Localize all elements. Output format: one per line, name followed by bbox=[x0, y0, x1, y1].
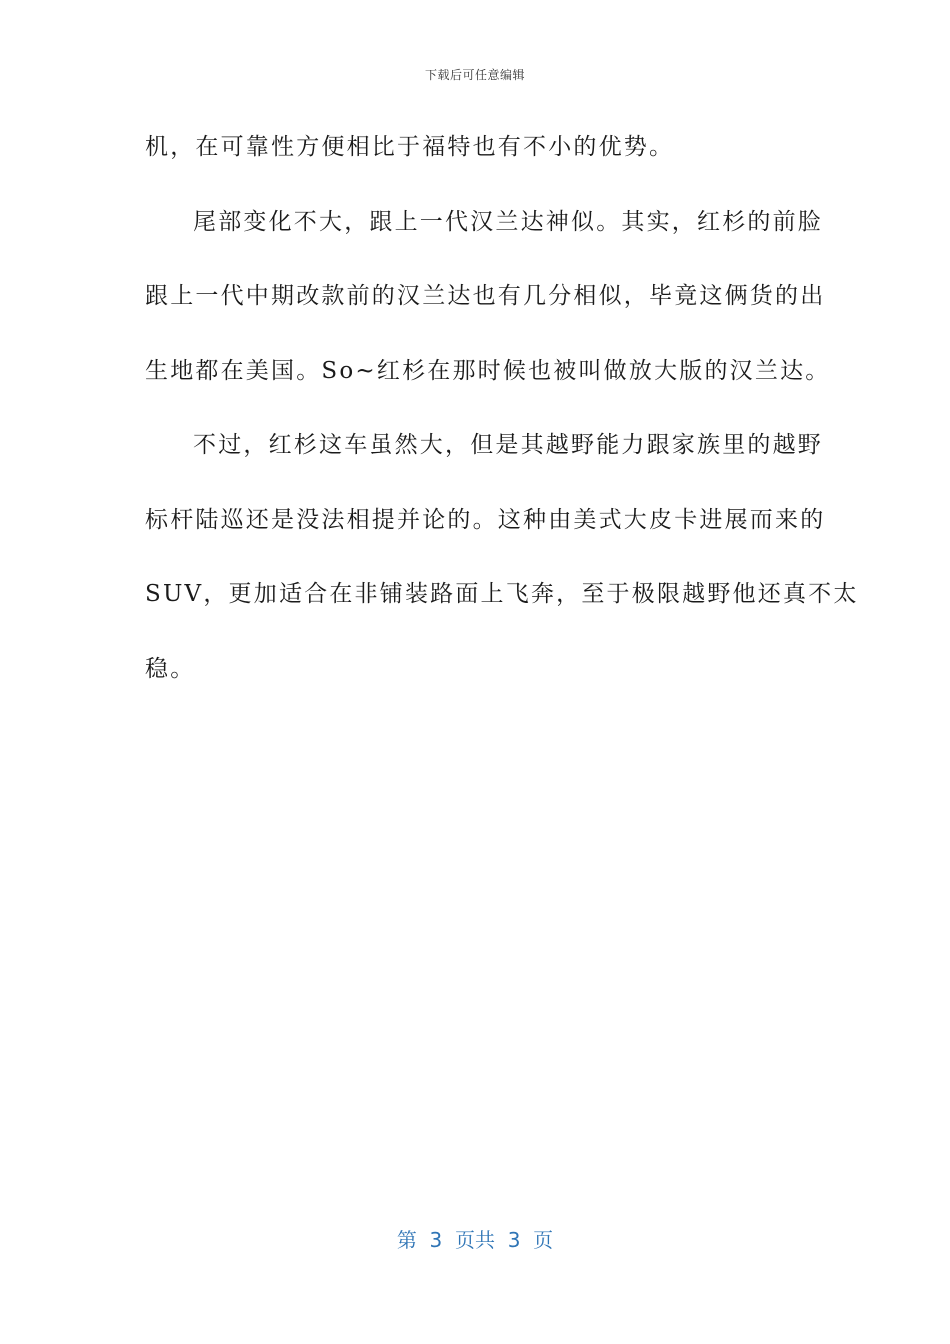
text-line: SUV，更加适合在非铺装路面上飞奔，至于极限越野他还真不太 bbox=[145, 581, 859, 607]
page-number-footer: 第 3 页共 3 页 bbox=[396, 1228, 554, 1252]
paragraph-start-line: 尾部变化不大，跟上一代汉兰达神似。其实，红杉的前脸 bbox=[193, 208, 823, 235]
text-line: 标杆陆巡还是没法相提并论的。这种由美式大皮卡进展而来的 bbox=[145, 506, 826, 533]
text-line: 跟上一代中期改款前的汉兰达也有几分相似，毕竟这俩货的出 bbox=[145, 283, 826, 309]
text-line: 机，在可靠性方便相比于福特也有不小的优势。 bbox=[145, 134, 675, 160]
text-line: 稳。 bbox=[145, 655, 196, 682]
paragraph-start-line: 不过，红杉这车虽然大，但是其越野能力跟家族里的越野 bbox=[193, 432, 823, 458]
header-note: 下载后可任意编辑 bbox=[424, 68, 525, 82]
document-body bbox=[145, 122, 859, 718]
text-line: 生地都在美国。So~红杉在那时候也被叫做放大版的汉兰达。 bbox=[145, 357, 831, 384]
